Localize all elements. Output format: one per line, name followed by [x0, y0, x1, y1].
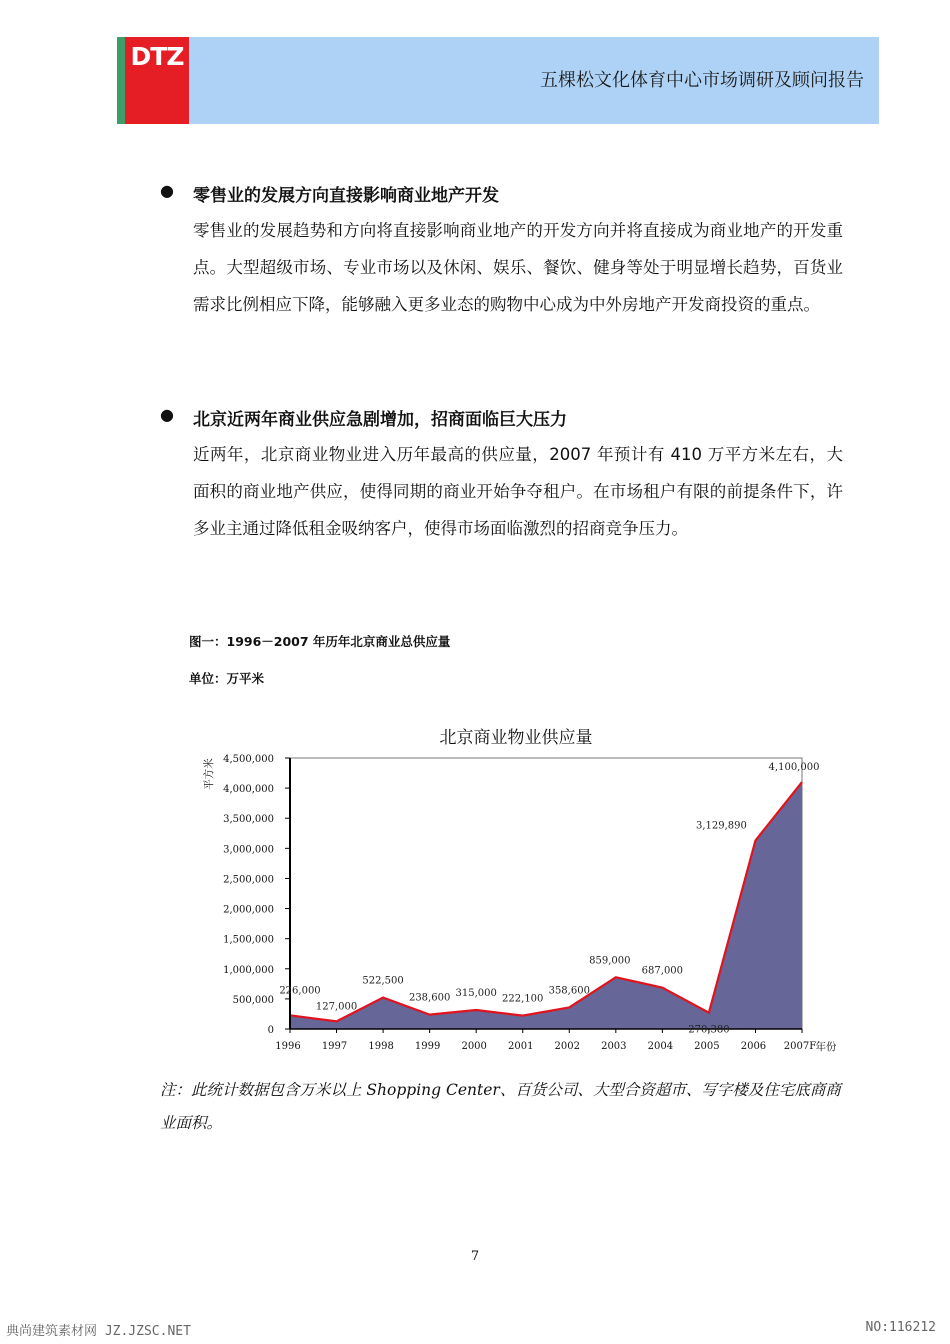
x-axis-title: 年份 [815, 1041, 837, 1053]
x-tick-label: 2005 [694, 1041, 720, 1052]
figure-caption: 图一：1996－2007 年历年北京商业总供应量 [189, 634, 451, 649]
y-tick-label: 1,500,000 [223, 934, 274, 946]
section-retail [160, 181, 850, 371]
y-tick-label: 4,000,000 [223, 784, 274, 796]
y-tick-label: 500,000 [232, 994, 274, 1006]
y-tick-label: 1,000,000 [223, 964, 274, 976]
x-tick-label: 1999 [414, 1041, 441, 1052]
data-label: 238,600 [408, 992, 451, 1004]
x-tick-label: 2003 [601, 1041, 627, 1052]
logo-stripe [117, 37, 125, 124]
data-label: 127,000 [315, 1001, 358, 1013]
report-title: 五棵松文化体育中心市场调研及顾问报告 [540, 70, 864, 91]
data-label: 222,100 [502, 993, 544, 1005]
x-tick-label: 1996 [275, 1041, 301, 1052]
section-supply [160, 405, 850, 595]
section-title: 北京近两年商业供应急剧增加，招商面临巨大压力 [193, 410, 567, 430]
data-label: 687,000 [641, 965, 684, 977]
data-label: 859,000 [589, 955, 631, 967]
x-tick-label: 1997 [321, 1041, 348, 1052]
x-tick-label: 2007F [783, 1041, 817, 1052]
section-body: 零售业的发展趋势和方向将直接影响商业地产的开发方向并将直接成为商业地产的开发重点。大型超级市场、专业市场以及休闲、娱乐、餐饮、健身等处于明显增长趋势，百货业需求比例相应下降，能够融入更多业态的购物中心成为中外房地产开发商投资的重点。 [193, 221, 843, 314]
y-tick-label: 3,500,000 [223, 814, 274, 826]
data-label: 4,100,000 [768, 762, 820, 774]
data-label: 270,380 [688, 1024, 730, 1036]
footer-watermark: 典尚建筑素材网 JZ.JZSC.NET [6, 1324, 191, 1339]
supply-area-chart [190, 720, 850, 1065]
section-title: 零售业的发展方向直接影响商业地产开发 [193, 186, 499, 206]
data-label: 522,500 [362, 975, 404, 987]
page-number: 7 [470, 1249, 480, 1264]
chart-note: 注：此统计数据包含万米以上 Shopping Center、百货公司、大型合资超市、写字楼及住宅底商商业面积。 [160, 1081, 841, 1132]
footer-id: NO:116212 [865, 1320, 936, 1335]
x-tick-label: 2000 [461, 1041, 487, 1052]
dtz-logo: DTZ [125, 37, 189, 124]
section-body: 近两年，北京商业物业进入历年最高的供应量，2007 年预计有 410 万平方米左右，大面积的商业地产供应，使得同期的商业开始争夺租户。在市场租户有限的前提条件下，许多业主通过降低租金吸纳客户，使得市场面临激烈的招商竞争压力。 [193, 445, 843, 538]
chart-title: 北京商业物业供应量 [439, 728, 593, 748]
x-tick-label: 1998 [368, 1041, 394, 1052]
figure-unit: 单位：万平米 [189, 671, 265, 686]
y-tick-label: 0 [267, 1025, 274, 1036]
y-tick-label: 2,000,000 [223, 904, 274, 916]
y-axis-title: 平方米 [203, 758, 215, 790]
data-label: 3,129,890 [696, 820, 747, 832]
data-label: 358,600 [548, 985, 590, 997]
data-label: 315,000 [455, 988, 497, 1000]
y-tick-label: 3,000,000 [223, 844, 274, 856]
data-label: 226,000 [279, 985, 321, 997]
bullet-icon: ● [160, 181, 174, 200]
y-tick-label: 2,500,000 [223, 874, 274, 886]
bullet-icon: ● [160, 405, 174, 424]
y-tick-label: 4,500,000 [223, 754, 274, 765]
x-tick-label: 2001 [508, 1041, 534, 1052]
x-tick-label: 2002 [554, 1041, 580, 1052]
x-tick-label: 2006 [740, 1041, 767, 1052]
x-tick-label: 2004 [647, 1041, 674, 1052]
